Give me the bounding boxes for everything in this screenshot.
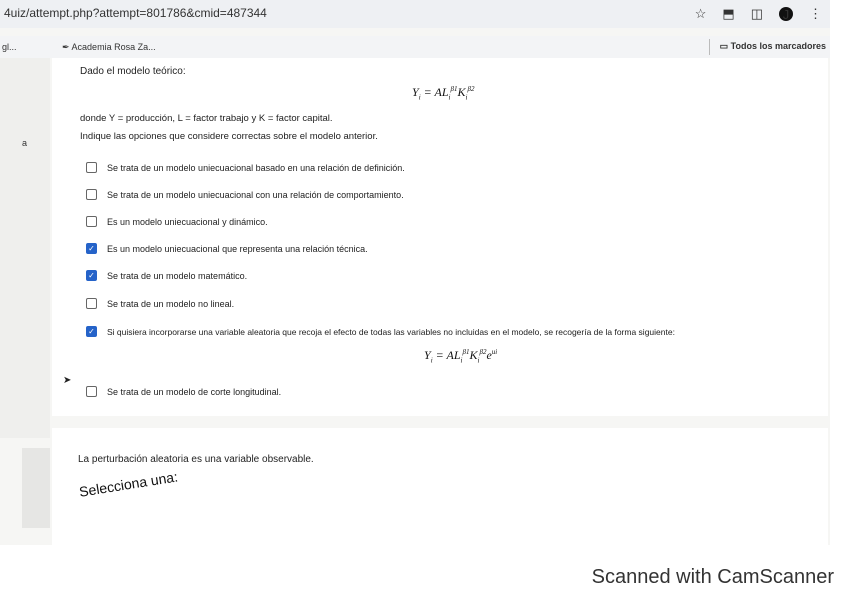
all-bookmarks-button[interactable] [720, 41, 826, 52]
left-sidebar [0, 58, 50, 438]
option-2[interactable] [86, 189, 404, 200]
option-1[interactable] [86, 162, 405, 173]
option-8-label: Se trata de un modelo de corte longitudinal. [107, 386, 282, 397]
browser-address-bar [0, 0, 830, 28]
question-card-2 [52, 428, 828, 545]
bookmark-icon: ✒ [62, 42, 72, 52]
option-3[interactable] [86, 216, 268, 227]
checkbox-1[interactable] [86, 162, 97, 173]
checkbox-5[interactable]: ✓ [86, 270, 97, 281]
extension-icon[interactable]: ⬒ [722, 6, 735, 21]
option-5-label: Se trata de un modelo matemático. [107, 270, 248, 281]
bookmark-fragment[interactable]: gl... [2, 42, 17, 52]
star-icon[interactable]: ☆ [694, 6, 707, 21]
bookmark-academia[interactable] [62, 42, 156, 53]
bookmarks-bar [0, 36, 830, 58]
select-one-label: Selecciona una: [78, 468, 179, 500]
variable-definitions: donde Y = producción, L = factor trabajo y K = factor capital. [80, 113, 333, 124]
question-intro: Dado el modelo teórico: [80, 66, 186, 77]
option-8[interactable] [86, 386, 281, 397]
question2-text: La perturbación aleatoria es una variable observable. [78, 454, 314, 465]
bookmark-label: Academia Rosa Za... [71, 42, 156, 52]
option-6[interactable] [86, 298, 234, 309]
left-sidebar-lower [22, 448, 50, 528]
menu-icon[interactable]: ⋮ [809, 6, 822, 21]
url-text[interactable]: 4uiz/attempt.php?attempt=801786&cmid=487344 [4, 6, 267, 20]
bookmarks-divider [709, 39, 710, 55]
option-4[interactable] [86, 243, 368, 254]
checkbox-4[interactable]: ✓ [86, 243, 97, 254]
option-3-label: Es un modelo uniecuacional y dinámico. [107, 216, 268, 227]
camscanner-watermark: Scanned with CamScanner [591, 566, 834, 588]
checkbox-7[interactable]: ✓ [86, 326, 97, 337]
all-bookmarks-label: Todos los marcadores [730, 41, 826, 51]
sidebar-icon[interactable]: ◫ [750, 6, 763, 21]
error-term-formula: $Y_i = AL_i^{\beta 1}K_i^{\beta 2}e^{ui}$ [424, 348, 498, 365]
question-card [52, 58, 828, 416]
checkbox-3[interactable] [86, 216, 97, 227]
browser-toolbar-icons [695, 6, 822, 22]
checkbox-8[interactable] [86, 386, 97, 397]
option-7[interactable] [86, 326, 675, 337]
option-5[interactable] [86, 270, 247, 281]
option-7-label: Si quisiera incorporarse una variable aleatoria que recoja el efecto de todas las variables no incluidas en el modelo, se recogería de la forma siguiente: [107, 326, 675, 337]
option-2-label: Se trata de un modelo uniecuacional con una relación de comportamiento. [107, 189, 404, 200]
option-6-label: Se trata de un modelo no lineal. [107, 298, 235, 309]
option-4-label: Es un modelo uniecuacional que representa una relación técnica. [107, 243, 368, 254]
folder-icon: ▭ [719, 41, 731, 51]
profile-icon[interactable]: J [779, 7, 793, 21]
checkbox-2[interactable] [86, 189, 97, 200]
option-1-label: Se trata de un modelo uniecuacional basado en una relación de definición. [107, 162, 405, 173]
model-formula: $Y_i = AL_i^{\beta 1}K_i^{\beta 2}$ [412, 85, 475, 102]
checkbox-6[interactable] [86, 298, 97, 309]
sidebar-fragment: a [22, 138, 28, 148]
mouse-cursor-icon: ➤ [63, 375, 72, 386]
question-instruction: Indique las opciones que considere correctas sobre el modelo anterior. [80, 131, 378, 142]
